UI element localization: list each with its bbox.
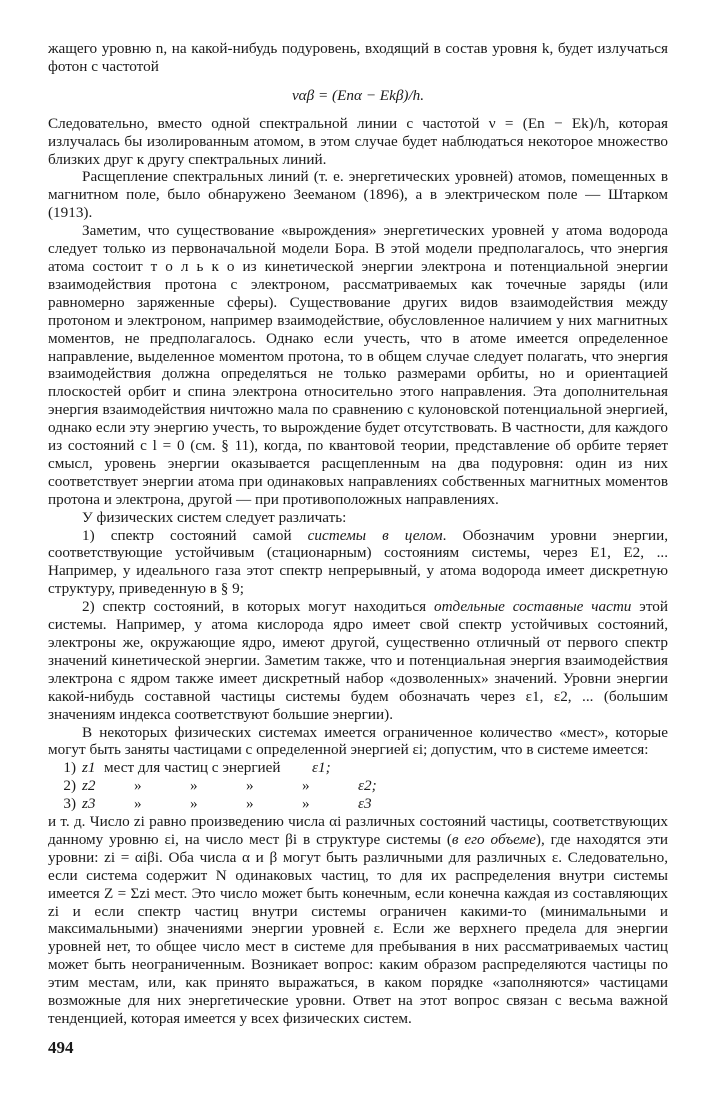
paragraph-9 — [48, 813, 668, 1028]
p9-text-b: ), где находятся эти уровни: zi = αiβi. Оба числа α и β могут быть различными для различных ε. Следовательно, если система содержит N одинаковых частиц, то для их распределения внутри системы имеется Z = Σzi мест. Это число может быть конечным, если конечна каждая из составляющих zi и если спектр частиц внутри системы ограничен какими-то (минимальными и максимальными) значениями энергии уровней ε. Если же верхнего предела для энергии уровней нет, то общее число мест в системе для пребывания в них рассматриваемых частиц может быть неограниченным. Возникает вопрос: каким образом распределяются частицы по этим местам, или, как принято выражаться, в каком порядке «заполняются» частицами возможные для них энергетические уровни. Ответ на этот вопрос связан с весьма важной тенденцией, которая имеется у всех физических систем. — [48, 830, 668, 1027]
paragraph-7 — [48, 598, 668, 723]
list-item-ditto: » — [302, 777, 310, 795]
list-item-energy: ε3 — [358, 795, 372, 813]
list-item-ditto: » — [190, 795, 198, 813]
list-item-ditto: » — [246, 795, 254, 813]
list-item-ditto: » — [190, 777, 198, 795]
list-item-z: z2 — [82, 777, 96, 795]
paragraph-5: У физических систем следует различать: — [82, 508, 347, 526]
list-item-text: мест для частиц с энергией — [104, 759, 281, 777]
p9-text-a: и т. д. Число zi равно произведению числа αi различных состояний частицы, соответствующих данному уровню εi, на число мест βi в структуре системы ( — [48, 813, 668, 848]
formula-frequency: ναβ = (Enα − Ekβ)/h. — [291, 86, 425, 104]
list-item — [48, 759, 668, 777]
page-number: 494 — [48, 1038, 74, 1057]
list-item-ditto: » — [134, 795, 142, 813]
paragraph-3: Расщепление спектральных линий (т. е. энергетических уровней) атомов, помещенных в магнитном поле, было обнаружено Зееманом (1896), а в электрическом поле — Штарком (1913). — [48, 168, 668, 222]
p6-text-a: 1) спектр состояний самой — [82, 526, 308, 544]
list-item-energy: ε1; — [312, 759, 331, 777]
paragraph-4: Заметим, что существование «вырождения» энергетических уровней у атома водорода следует только из первоначальной модели Бора. В этой модели предполагалось, что энергия атома состоит т о л ь к о из кинетической энергии электрона и потенциальной энергии взаимодействия протона с электроном, рассматриваемых как точечные заряды (или равномерно заряженные сферы). Существование других видов взаимодействия между протоном и электроном, например взаимодействие, обусловленное наличием у них магнитных моментов, не предполагалось. Однако если учесть, что в атоме имеется определенное направление, выделенное моментом протона, то в общем случае следует полагать, что энергия взаимодействия должна определяться не только размерами орбиты, но и ориентацией плоскостей орбит и спина электрона относительно этого направления. Эта дополнительная энергия взаимодействия ничтожно мала по сравнению с кулоновской потенциальной энергией, однако если эту энергию учесть, то вырождение будет отсутствовать. В частности, для каждого из состояний с l = 0 (см. § 11), когда, по квантовой теории, представление об орбите теряет смысл, уровень энергии оказывается расщепленным на два подуровня: один из них соответствует энергии атома при одинаковых направлениях собственных магнитных моментов протона и электрона, другой — при противоположных направлениях. — [48, 222, 668, 508]
list-item — [48, 777, 668, 795]
paragraph-6 — [48, 527, 668, 599]
list-item-energy: ε2; — [358, 777, 377, 795]
p9-emphasis: в его объеме — [451, 830, 536, 848]
list-item — [48, 795, 668, 813]
p7-text-a: 2) спектр состояний, в которых могут находиться — [82, 598, 434, 616]
paragraph-2: Следовательно, вместо одной спектральной линии с частотой ν = (En − Ek)/h, которая излучалась бы изолированным атомом, в этом случае будет наблюдаться некоторое множество близких друг к другу спектральных линий. — [48, 114, 668, 168]
places-list — [48, 759, 668, 813]
list-item-number: 1) — [63, 759, 76, 777]
p7-emphasis: отдельные составные части — [433, 598, 632, 616]
paragraph-1: жащего уровню n, на какой-нибудь подуровень, входящий в состав уровня k, будет излучаться фотон с частотой — [48, 40, 668, 75]
paragraph-8: В некоторых физических системах имеется ограниченное количество «мест», которые могут быть заняты частицами с определенной энергией εi; допустим, что в системе имеется: — [48, 723, 668, 759]
page-body — [48, 40, 668, 1028]
list-item-ditto: » — [302, 795, 310, 813]
list-item-number: 3) — [63, 795, 76, 813]
list-item-number: 2) — [63, 777, 76, 795]
list-item-z: z1 — [82, 759, 96, 777]
p6-text-b: . Обозначим уровни энергии, соответствующие устойчивым (стационарным) состояниям системы, через E1, E2, ... Например, у идеального газа этот спектр непрерывный, у атома водорода имеет дискретную структуру, приведенную в § 9; — [48, 526, 668, 598]
p6-emphasis: системы в целом — [307, 526, 443, 544]
list-item-ditto: » — [134, 777, 142, 795]
list-item-z: z3 — [82, 795, 96, 813]
list-item-ditto: » — [246, 777, 254, 795]
p7-text-b: этой системы. Например, у атома кислорода ядро имеет свой спектр устойчивых состояний, электроны же, окружающие ядро, имеют другой, существенно отличный от первого спектр значений кинетической энергии. Заметим также, что и потенциальная энергия взаимодействия электрона с ядром также имеет дискретный набор «дозволенных» значений. Уровни энергии какой-нибудь составной частицы системы будем обозначать через ε1, ε2, ... (большим значениям индекса соответствуют большие энергии). — [48, 598, 668, 723]
